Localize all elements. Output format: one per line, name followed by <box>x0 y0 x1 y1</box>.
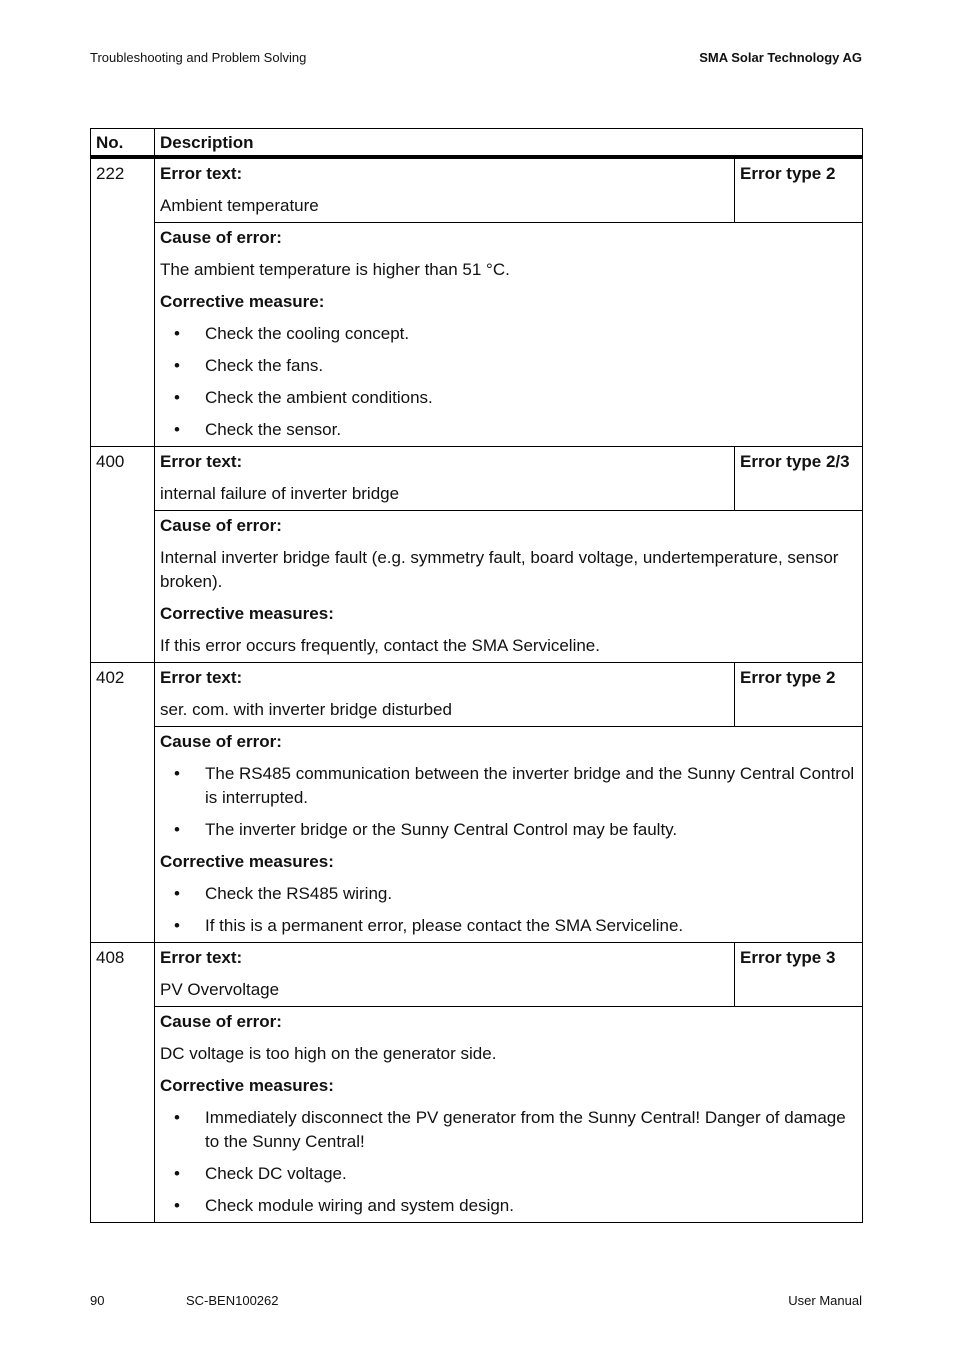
cause-label: Cause of error: <box>160 228 282 247</box>
error-text-label: Error text: <box>160 452 243 471</box>
measure-list <box>160 882 857 938</box>
cause-text: The ambient temperature is higher than 51 °C. <box>160 260 510 279</box>
table-row <box>91 223 863 447</box>
list-item: • Check DC voltage. <box>160 1162 857 1186</box>
list-item: • If this is a permanent error, please contact the SMA Serviceline. <box>160 914 857 938</box>
error-text-value: internal failure of inverter bridge <box>160 484 400 503</box>
error-detail-cell <box>155 511 863 663</box>
cause-list <box>160 762 857 842</box>
cause-label: Cause of error: <box>160 1012 282 1031</box>
measure-text: If this error occurs frequently, contact the SMA Serviceline. <box>160 636 600 655</box>
error-text-label: Error text: <box>160 948 243 967</box>
error-detail-cell <box>155 1007 863 1223</box>
list-item: • The inverter bridge or the Sunny Central Control may be faulty. <box>160 818 857 842</box>
measure-label: Corrective measures: <box>160 604 334 623</box>
cause-label: Cause of error: <box>160 516 282 535</box>
cause-text: DC voltage is too high on the generator side. <box>160 1044 497 1063</box>
list-item: • Check module wiring and system design. <box>160 1194 857 1218</box>
table-header-row <box>91 129 863 158</box>
error-text-value: Ambient temperature <box>160 196 319 215</box>
error-number: 222 <box>91 157 155 447</box>
measure-label: Corrective measures: <box>160 1076 334 1095</box>
list-item: • Check the cooling concept. <box>160 322 857 346</box>
table-row <box>91 663 863 727</box>
error-text-cell <box>155 943 735 1007</box>
column-header-no: No. <box>91 129 155 158</box>
error-text-cell <box>155 447 735 511</box>
error-table <box>90 128 863 1223</box>
page-number: 90 <box>90 1293 105 1308</box>
list-item: • Immediately disconnect the PV generator from the Sunny Central! Danger of damage to the Sunny Central! <box>160 1106 857 1154</box>
error-text-label: Error text: <box>160 668 243 687</box>
error-type: Error type 2/3 <box>735 447 863 511</box>
error-text-cell <box>155 157 735 223</box>
error-text-cell <box>155 663 735 727</box>
error-detail-cell <box>155 223 863 447</box>
error-detail-cell <box>155 727 863 943</box>
list-item: • Check the sensor. <box>160 418 857 442</box>
document-type: User Manual <box>788 1293 862 1308</box>
error-number: 408 <box>91 943 155 1223</box>
measure-label: Corrective measures: <box>160 852 334 871</box>
error-number: 400 <box>91 447 155 663</box>
table-row <box>91 1007 863 1223</box>
error-type: Error type 3 <box>735 943 863 1007</box>
table-row <box>91 943 863 1007</box>
error-text-label: Error text: <box>160 164 243 183</box>
list-item: • Check the fans. <box>160 354 857 378</box>
table-row <box>91 447 863 511</box>
error-text-value: PV Overvoltage <box>160 980 280 999</box>
document-id: SC-BEN100262 <box>186 1293 279 1308</box>
error-text-value: ser. com. with inverter bridge disturbed <box>160 700 452 719</box>
error-type: Error type 2 <box>735 663 863 727</box>
list-item: • The RS485 communication between the inverter bridge and the Sunny Central Control is interrupted. <box>160 762 857 810</box>
cause-label: Cause of error: <box>160 732 282 751</box>
error-number: 402 <box>91 663 155 943</box>
column-header-description: Description <box>155 129 863 158</box>
header-company: SMA Solar Technology AG <box>699 50 862 65</box>
header-section-title: Troubleshooting and Problem Solving <box>90 50 307 65</box>
error-type: Error type 2 <box>735 157 863 223</box>
list-item: • Check the ambient conditions. <box>160 386 857 410</box>
cause-text: Internal inverter bridge fault (e.g. symmetry fault, board voltage, undertemperature, sensor broken). <box>160 548 839 591</box>
table-row <box>91 511 863 663</box>
list-item: • Check the RS485 wiring. <box>160 882 857 906</box>
measure-list <box>160 322 857 442</box>
table-row <box>91 157 863 223</box>
measure-label: Corrective measure: <box>160 292 325 311</box>
measure-list <box>160 1106 857 1218</box>
table-row <box>91 727 863 943</box>
